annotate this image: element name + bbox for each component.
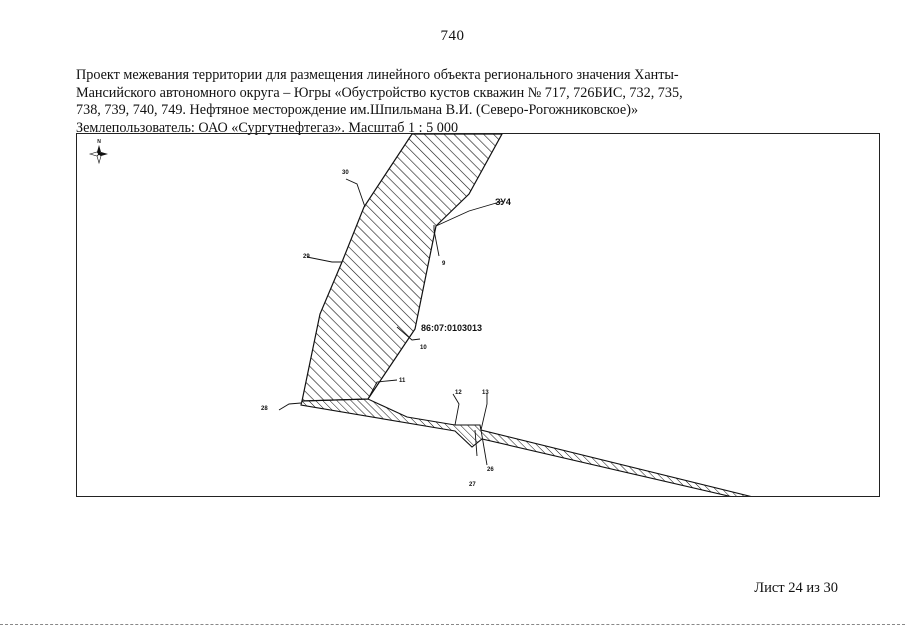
heading-line-4: Землепользователь: ОАО «Сургутнефтегаз». Масштаб 1 : 5 000	[76, 119, 459, 136]
sheet-counter: Лист 24 из 30	[754, 580, 838, 596]
parcel-upper-strip	[302, 134, 502, 401]
compass-rose-icon	[90, 139, 108, 163]
parcel-label: ЗУ4	[495, 197, 511, 207]
point-label-29: 29	[303, 254, 310, 260]
bottom-divider	[0, 624, 905, 625]
heading-line-1: Проект межевания территории для размещения линейного объекта регионального значения Ханты-	[76, 67, 679, 83]
point-label-11: 11	[399, 378, 406, 384]
map-drawing	[77, 134, 880, 497]
heading-line-2: Мансийского автономного округа – Югры «Обустройство кустов скважин № 717, 726БИС, 732, 735,	[76, 84, 683, 101]
document-heading	[76, 67, 756, 137]
cadastral-number-label: 86:07:0103013	[421, 323, 483, 333]
point-label-28: 28	[261, 406, 268, 412]
point-label-27: 27	[469, 482, 476, 488]
point-label-30: 30	[342, 170, 349, 176]
point-label-13: 13	[482, 390, 489, 396]
point-label-12: 12	[455, 390, 462, 396]
compass-north-label: N	[97, 139, 101, 145]
point-label-9: 9	[442, 261, 446, 267]
parcel-road-strip	[301, 399, 757, 497]
point-label-26: 26	[487, 467, 494, 473]
point-label-10: 10	[420, 345, 427, 351]
page-number: 740	[440, 28, 465, 44]
heading-line-3: 738, 739, 740, 749. Нефтяное месторождение им.Шпильмана В.И. (Северо-Рогожниковское)»	[76, 102, 639, 118]
survey-map	[76, 133, 880, 497]
